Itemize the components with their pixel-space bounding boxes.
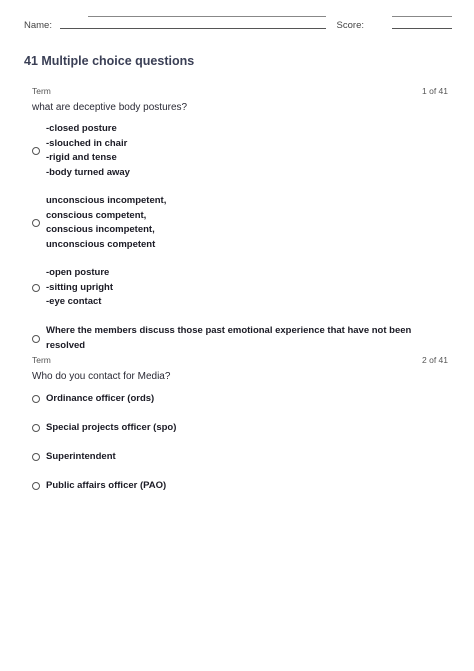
worksheet-header	[24, 18, 452, 34]
radio-button-icon[interactable]	[32, 335, 40, 343]
question-prompt: what are deceptive body postures?	[32, 102, 188, 113]
header-top-rule	[88, 16, 326, 17]
question-card-1	[32, 86, 448, 351]
question-count: 1 of 41	[422, 86, 448, 96]
answer-choice-text: Where the members discuss those past emotional experience that have not been resolved	[46, 325, 412, 351]
radio-button-icon[interactable]	[32, 219, 40, 227]
radio-button-icon[interactable]	[32, 284, 40, 292]
answer-choice-text: Ordinance officer (ords)	[46, 393, 155, 404]
header-top-rule-score	[392, 16, 452, 17]
name-field-line[interactable]	[60, 28, 326, 29]
answer-choice[interactable]	[32, 194, 448, 252]
question-term-label: Term	[32, 86, 51, 96]
question-card-2	[32, 355, 448, 505]
answer-choice-text: Superintendent	[46, 451, 116, 462]
answer-choice-text: -open posture -sitting upright -eye contact	[46, 267, 114, 307]
answer-choice[interactable]	[32, 479, 448, 494]
answer-choice[interactable]	[32, 324, 448, 353]
answer-choice-text: Public affairs officer (PAO)	[46, 480, 167, 491]
radio-button-icon[interactable]	[32, 147, 40, 155]
answer-choice-text: -closed posture -slouched in chair -rigid and tense -body turned away	[46, 123, 130, 178]
question-prompt: Who do you contact for Media?	[32, 371, 171, 382]
score-field-line[interactable]	[392, 28, 452, 29]
radio-button-icon[interactable]	[32, 453, 40, 461]
answer-choice-text: unconscious incompetent, conscious competent, conscious incompetent, unconscious competent	[46, 195, 167, 250]
answer-choice[interactable]	[32, 421, 448, 436]
question-count: 2 of 41	[422, 355, 448, 365]
answer-choice[interactable]	[32, 122, 448, 180]
radio-button-icon[interactable]	[32, 482, 40, 490]
name-label: Name:	[24, 20, 52, 31]
radio-button-icon[interactable]	[32, 424, 40, 432]
answer-choice[interactable]	[32, 392, 448, 407]
answer-choice[interactable]	[32, 266, 448, 310]
question-term-label: Term	[32, 355, 51, 365]
answer-choice[interactable]	[32, 450, 448, 465]
score-label: Score:	[336, 20, 364, 31]
answer-choice-text: Special projects officer (spo)	[46, 422, 177, 433]
section-title: 41 Multiple choice questions	[24, 54, 195, 68]
radio-button-icon[interactable]	[32, 395, 40, 403]
